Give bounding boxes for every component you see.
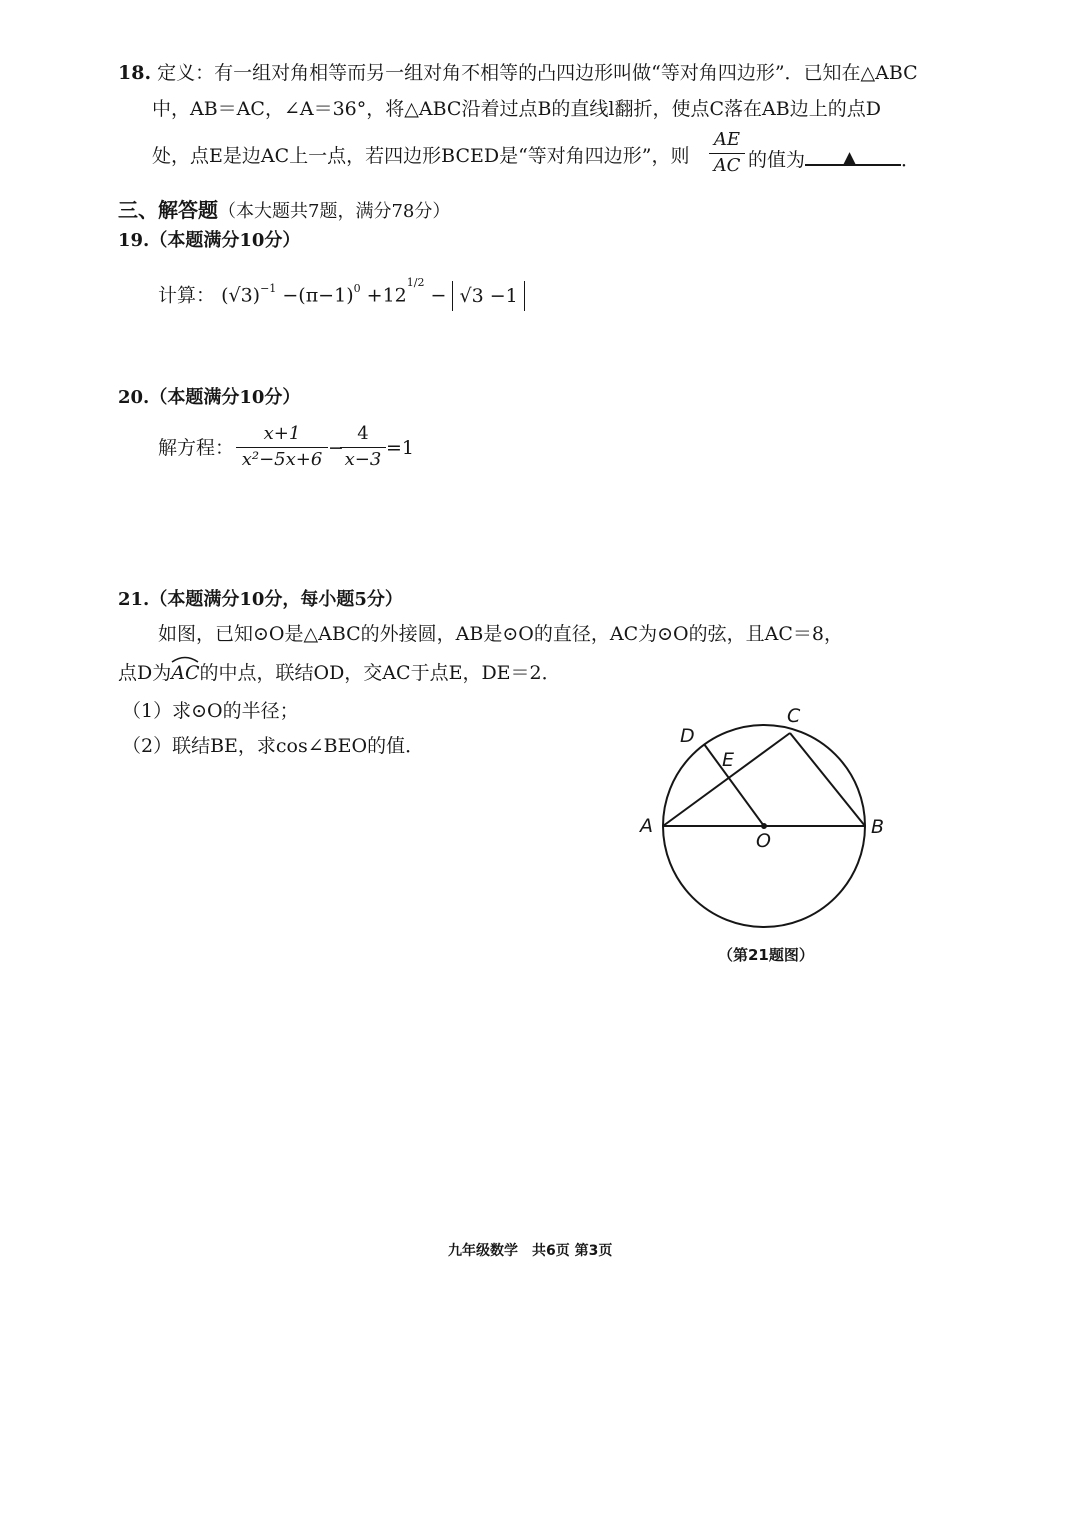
expr-part-d: − [430,284,447,307]
question-text: 处，点E是边AC上一点，若四边形BCED是“等对角四边形”，则 [152,145,690,167]
question-20-label: 解方程： [158,437,235,459]
expr-part-c: +12 [366,284,407,307]
triangle-marker: ▲ [843,148,857,168]
arc-label: AC [171,662,200,684]
question-21-line-2 [118,661,561,685]
question-18-tail [748,144,920,172]
label-e: E [722,749,735,771]
question-21-header: 21.（本题满分10分，每小题5分） [118,589,403,610]
sentence-end: ． [901,149,921,171]
exponent: −1 [260,282,277,295]
question-text: 的值为 [748,149,806,171]
fraction-numerator: x+1 [263,423,301,444]
arc-ac [171,661,199,685]
question-18-line-1 [118,61,918,85]
question-20-header: 20.（本题满分10分） [118,387,301,408]
question-19-expression [158,276,525,311]
center-point [761,823,767,829]
fraction-2 [340,423,386,471]
equation-rhs: =1 [386,437,415,459]
exponent: 1/2 [406,276,425,289]
question-18-line-2: 中，AB＝AC，∠A＝36°，将△ABC沿着过点B的直线l翻折，使点C落在AB边上的点D [152,98,881,120]
minus-sign: − [328,437,344,459]
question-number: 18. [118,62,152,84]
label-a: A [640,815,653,837]
label-d: D [680,725,695,747]
label-b: B [871,816,885,838]
fraction-numerator: 4 [357,423,369,444]
sub-question-2: （2）联结BE，求cos∠BEO的值． [122,735,425,757]
expr-part-b: −(π−1) [282,284,354,307]
question-text: 的中点，联结OD，交AC于点E，DE＝2． [199,662,561,684]
section-title: 三、解答题 [118,198,218,222]
expr-part-a: (√3) [221,284,261,307]
question-label: 计算： [158,284,216,307]
figure-caption: （第21题图） [718,946,814,964]
fraction-ae-over-ac [709,129,745,177]
exponent: 0 [353,282,361,295]
question-18-line-3 [152,144,690,168]
label-o: O [756,830,771,852]
question-text: 定义：有一组对角相等而另一组对角不相等的凸四边形叫做“等对角四边形”．已知在△ABC [157,62,918,84]
question-21-line-1: 如图，已知⊙O是△ABC的外接圆，AB是⊙O的直径，AC为⊙O的弦，且AC＝8， [158,623,843,645]
sub-question-1: （1）求⊙O的半径； [122,700,299,722]
question-19-header: 19.（本题满分10分） [118,230,301,251]
answer-blank [805,144,901,166]
fraction-denominator: x−3 [344,449,382,470]
fraction-1 [236,423,328,471]
section-3-heading [118,194,450,223]
fraction-numerator: AE [713,129,741,150]
abs-inner: √3 −1 [459,285,518,308]
question-text: 点D为 [118,662,172,684]
section-note: （本大题共7题，满分78分） [218,201,451,222]
fraction-denominator: x²−5x+6 [241,449,323,470]
absolute-value [452,281,524,311]
label-c: C [787,705,801,727]
page-footer: 九年级数学 共6页 第3页 [448,1243,613,1259]
fraction-denominator: AC [713,155,741,176]
